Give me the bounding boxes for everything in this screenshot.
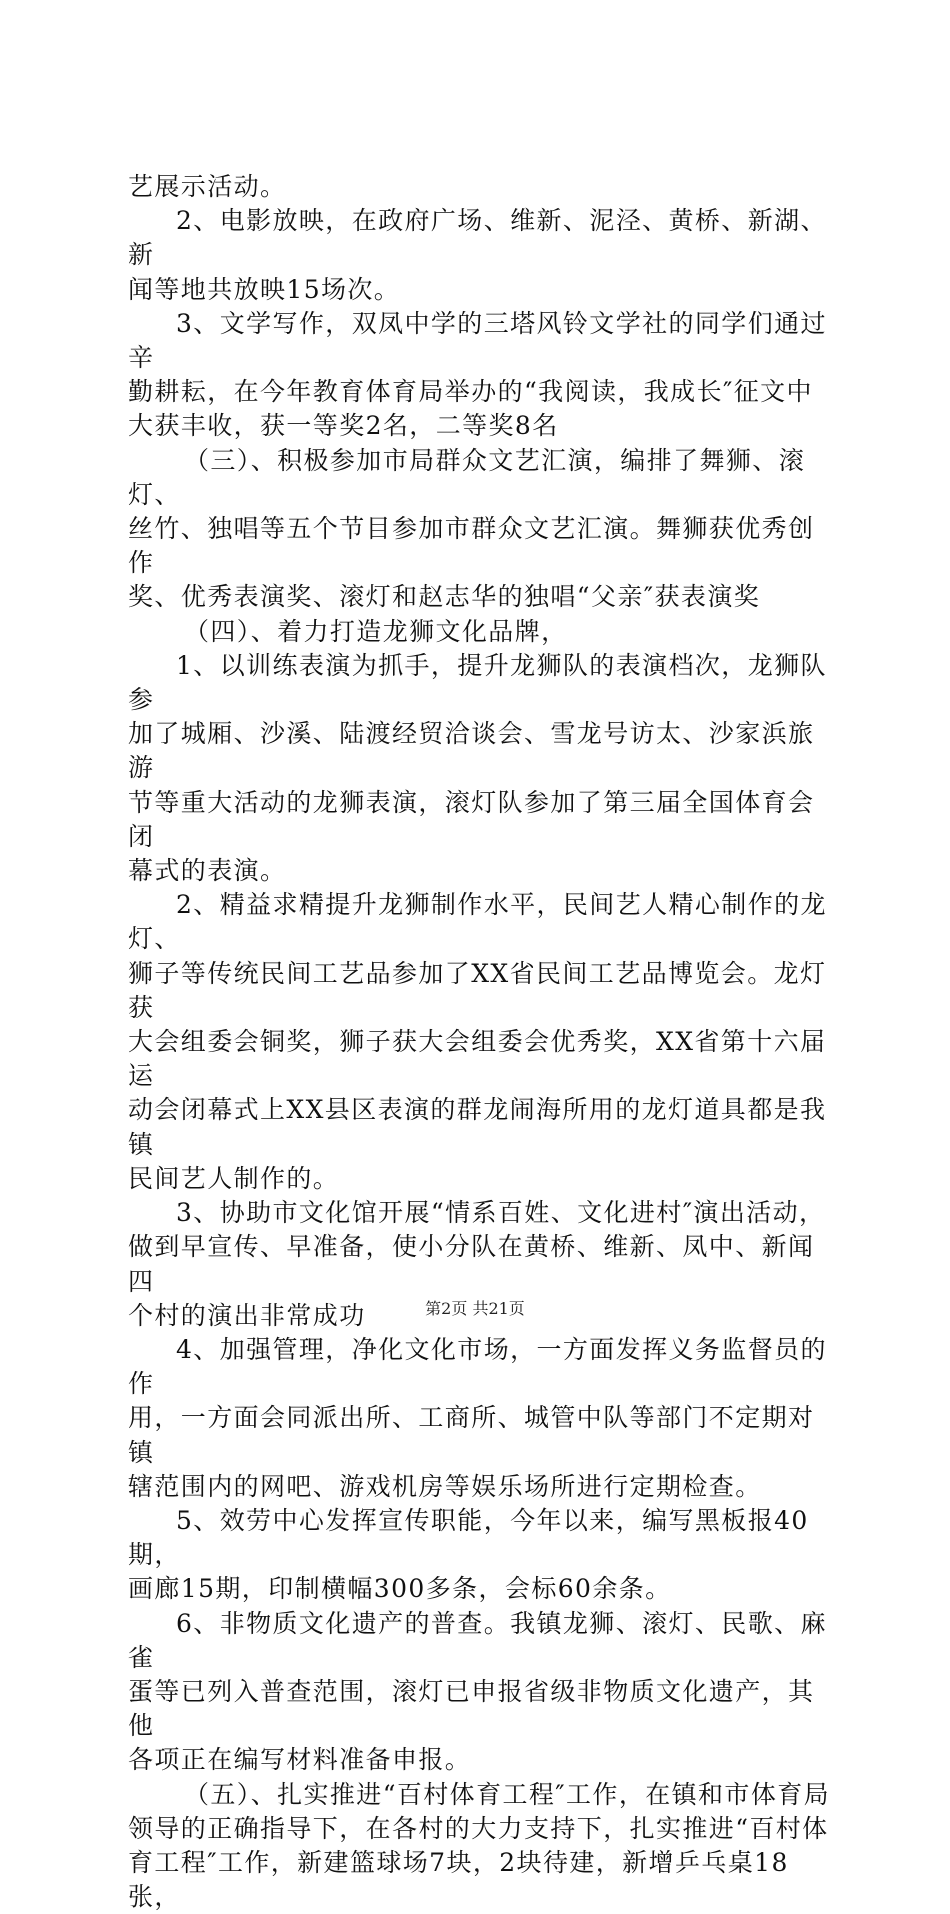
paragraph-culture-to-village: 3、协助市文化馆开展“情系百姓、文化进村″演出活动， 做到早宣传、早准备，使小分队在黄桥、维新、凤中、新闻四 个村的演出非常成功 [128, 1198, 826, 1330]
paragraph-film-screening: 2、电影放映，在政府广场、维新、泥泾、黄桥、新湖、新 闻等地共放映15场次。 [128, 206, 827, 304]
paragraph-section-five: （五）、扎实推进“百村体育工程″工作，在镇和市体育局 领导的正确指导下，在各村的大力支持下，扎实推进“百村体 育工程″工作，新建篮球场7块，2块待建，新增乒乓桌18张， [128, 1779, 831, 1912]
paragraph-section-four: （四）、着力打造龙狮文化品牌， [184, 616, 568, 646]
paragraph-market-management: 4、加强管理，净化文化市场，一方面发挥义务监督员的作 用，一方面会同派出所、工商所、城管中队等部门不定期对镇 辖范围内的网吧、游戏机房等娱乐场所进行定期检查。 [128, 1334, 827, 1501]
paragraph-dragon-lion-training: 1、以训练表演为抓手，提升龙狮队的表演档次，龙狮队参 加了城厢、沙溪、陆渡经贸洽谈会、雪龙号访太、沙家浜旅游 节等重大活动的龙狮表演，滚灯队参加了第三届全国体育会闭 幕式的表演。 [128, 650, 827, 886]
paragraph-heritage-survey: 6、非物质文化遗产的普查。我镇龙狮、滚灯、民歌、麻雀 蛋等已列入普查范围，滚灯已申报省级非物质文化遗产，其他 各项正在编写材料准备申报。 [128, 1608, 827, 1775]
paragraph-publicity: 5、效劳中心发挥宣传职能，今年以来，编写黑板报40期， 画廊15期，印制横幅300多条，会标60余条。 [128, 1505, 809, 1604]
paragraph-dragon-lion-craft: 2、精益求精提升龙狮制作水平，民间艺人精心制作的龙灯、 狮子等传统民间工艺品参加了XX省民间工艺品博览会。龙灯获 大会组委会铜奖，狮子获大会组委会优秀奖，XX省第十六届运 动会闭幕式上XX县区表演的群龙闹海所用的龙灯道具都是我镇 民间艺人制作的。 [128, 890, 827, 1193]
paragraph-section-three: （三）、积极参加市局群众文艺汇演，编排了舞狮、滚灯、 丝竹、独唱等五个节目参加市群众文艺汇演。舞狮获优秀创作 奖、优秀表演奖、滚灯和赵志华的独唱“父亲″获表演奖 [128, 445, 815, 612]
paragraph-continuation: 艺展示活动。 [128, 172, 287, 201]
paragraph-literary-writing: 3、文学写作，双凤中学的三塔风铃文学社的同学们通过辛 勤耕耘，在今年教育体育局举办的“我阅读，我成长″征文中 大获丰收，获一等奖2名，二等奖8名 [128, 308, 827, 441]
page-footer: 第2页 共21页 [425, 1299, 525, 1318]
document-body [128, 170, 840, 1914]
